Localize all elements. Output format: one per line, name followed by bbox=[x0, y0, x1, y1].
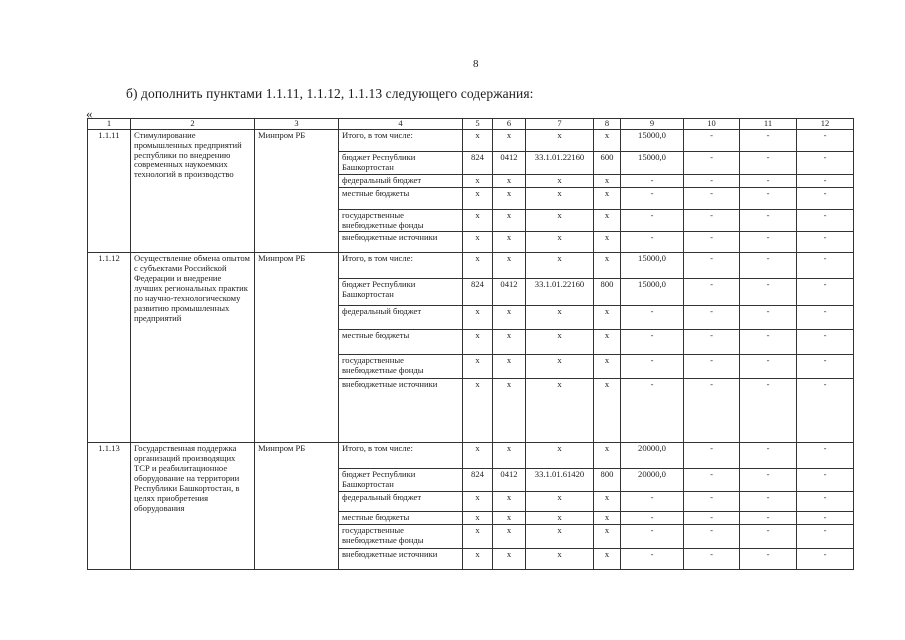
value-cell: - bbox=[621, 330, 684, 355]
value-cell: 800 bbox=[594, 469, 621, 492]
value-cell: x bbox=[594, 209, 621, 232]
column-header: 2 bbox=[131, 119, 255, 130]
value-cell: x bbox=[526, 187, 594, 209]
value-cell: x bbox=[594, 379, 621, 443]
value-cell: - bbox=[797, 151, 854, 174]
value-cell: - bbox=[740, 355, 797, 379]
funding-source: местные бюджеты bbox=[339, 187, 463, 209]
page-number: 8 bbox=[473, 58, 479, 70]
value-cell: - bbox=[797, 355, 854, 379]
value-cell: - bbox=[684, 525, 740, 549]
value-cell: - bbox=[797, 306, 854, 330]
funding-source: государственные внебюджетные фонды bbox=[339, 209, 463, 232]
value-cell: - bbox=[684, 253, 740, 279]
funding-source: федеральный бюджет bbox=[339, 174, 463, 187]
value-cell: - bbox=[797, 443, 854, 469]
value-cell: x bbox=[493, 174, 526, 187]
column-number-row bbox=[88, 119, 854, 130]
value-cell: x bbox=[493, 379, 526, 443]
value-cell: - bbox=[740, 151, 797, 174]
value-cell: 20000,0 bbox=[621, 469, 684, 492]
value-cell: x bbox=[463, 306, 493, 330]
value-cell: - bbox=[684, 151, 740, 174]
value-cell: 824 bbox=[463, 279, 493, 306]
value-cell: - bbox=[684, 187, 740, 209]
value-cell: x bbox=[463, 187, 493, 209]
item-number: 1.1.13 bbox=[88, 443, 131, 570]
value-cell: x bbox=[594, 355, 621, 379]
value-cell: - bbox=[740, 129, 797, 151]
funding-source: бюджет Республики Башкортостан bbox=[339, 469, 463, 492]
value-cell: 0412 bbox=[493, 151, 526, 174]
value-cell: - bbox=[684, 443, 740, 469]
value-cell: x bbox=[493, 549, 526, 570]
funding-source: государственные внебюджетные фонды bbox=[339, 525, 463, 549]
value-cell: x bbox=[463, 129, 493, 151]
column-header: 6 bbox=[493, 119, 526, 130]
value-cell: - bbox=[621, 379, 684, 443]
value-cell: 20000,0 bbox=[621, 443, 684, 469]
value-cell: - bbox=[621, 492, 684, 512]
value-cell: x bbox=[526, 525, 594, 549]
column-header: 5 bbox=[463, 119, 493, 130]
column-header: 1 bbox=[88, 119, 131, 130]
value-cell: - bbox=[684, 306, 740, 330]
value-cell: - bbox=[740, 492, 797, 512]
value-cell: x bbox=[463, 549, 493, 570]
value-cell: x bbox=[594, 232, 621, 253]
funding-source: Итого, в том числе: bbox=[339, 129, 463, 151]
value-cell: - bbox=[797, 492, 854, 512]
funding-source: местные бюджеты bbox=[339, 330, 463, 355]
value-cell: 33.1.01.22160 bbox=[526, 151, 594, 174]
value-cell: x bbox=[493, 129, 526, 151]
value-cell: - bbox=[797, 330, 854, 355]
column-header: 4 bbox=[339, 119, 463, 130]
value-cell: x bbox=[526, 253, 594, 279]
value-cell: - bbox=[621, 306, 684, 330]
value-cell: x bbox=[463, 330, 493, 355]
value-cell: x bbox=[493, 443, 526, 469]
table-row bbox=[88, 253, 854, 279]
value-cell: - bbox=[740, 279, 797, 306]
value-cell: - bbox=[740, 232, 797, 253]
value-cell: x bbox=[493, 512, 526, 525]
funding-source: государственные внебюджетные фонды bbox=[339, 355, 463, 379]
funding-source: местные бюджеты bbox=[339, 512, 463, 525]
value-cell: - bbox=[797, 512, 854, 525]
value-cell: x bbox=[463, 209, 493, 232]
value-cell: x bbox=[493, 306, 526, 330]
value-cell: x bbox=[493, 232, 526, 253]
item-number: 1.1.12 bbox=[88, 253, 131, 443]
column-header: 9 bbox=[621, 119, 684, 130]
value-cell: 800 bbox=[594, 279, 621, 306]
value-cell: - bbox=[740, 330, 797, 355]
value-cell: 15000,0 bbox=[621, 151, 684, 174]
value-cell: - bbox=[621, 232, 684, 253]
value-cell: - bbox=[797, 279, 854, 306]
value-cell: 15000,0 bbox=[621, 129, 684, 151]
document-heading: б) дополнить пунктами 1.1.11, 1.1.12, 1.1.13 следующего содержания: bbox=[126, 86, 534, 101]
value-cell: - bbox=[797, 549, 854, 570]
value-cell: - bbox=[621, 355, 684, 379]
funding-source: внебюджетные источники bbox=[339, 549, 463, 570]
value-cell: x bbox=[526, 330, 594, 355]
table-row bbox=[88, 129, 854, 151]
value-cell: x bbox=[463, 174, 493, 187]
value-cell: - bbox=[797, 187, 854, 209]
column-header: 11 bbox=[740, 119, 797, 130]
item-name: Стимулирование промышленных предприятий республики по внедрению современных наукоемких технологий в производство bbox=[131, 129, 255, 253]
value-cell: - bbox=[684, 279, 740, 306]
funding-source: внебюджетные источники bbox=[339, 379, 463, 443]
value-cell: - bbox=[740, 174, 797, 187]
value-cell: - bbox=[621, 512, 684, 525]
value-cell: - bbox=[621, 549, 684, 570]
funding-source: внебюджетные источники bbox=[339, 232, 463, 253]
funding-source: Итого, в том числе: bbox=[339, 253, 463, 279]
value-cell: x bbox=[594, 525, 621, 549]
value-cell: - bbox=[684, 512, 740, 525]
value-cell: 0412 bbox=[493, 469, 526, 492]
value-cell: x bbox=[594, 253, 621, 279]
funding-source: федеральный бюджет bbox=[339, 492, 463, 512]
value-cell: x bbox=[526, 306, 594, 330]
value-cell: x bbox=[493, 492, 526, 512]
value-cell: x bbox=[594, 512, 621, 525]
value-cell: x bbox=[463, 512, 493, 525]
value-cell: - bbox=[684, 330, 740, 355]
column-header: 7 bbox=[526, 119, 594, 130]
value-cell: 600 bbox=[594, 151, 621, 174]
value-cell: - bbox=[797, 232, 854, 253]
value-cell: x bbox=[526, 512, 594, 525]
column-header: 3 bbox=[255, 119, 339, 130]
value-cell: 33.1.01.22160 bbox=[526, 279, 594, 306]
value-cell: - bbox=[621, 174, 684, 187]
value-cell: x bbox=[493, 187, 526, 209]
value-cell: - bbox=[797, 129, 854, 151]
value-cell: - bbox=[797, 253, 854, 279]
value-cell: x bbox=[594, 187, 621, 209]
value-cell: x bbox=[493, 209, 526, 232]
value-cell: - bbox=[740, 512, 797, 525]
item-name: Государственная поддержка организаций производящих ТСР и реабилитационное оборудование на территории Республики Башкортостан, в целях приобретения оборудования bbox=[131, 443, 255, 570]
value-cell: - bbox=[684, 232, 740, 253]
funding-source: бюджет Республики Башкортостан bbox=[339, 151, 463, 174]
value-cell: 0412 bbox=[493, 279, 526, 306]
value-cell: x bbox=[594, 549, 621, 570]
value-cell: x bbox=[526, 209, 594, 232]
item-name: Осуществление обмена опытом с субъектами Российской Федерации и внедрение лучших региональных практик по научно-технологическому развитию промышленных предприятий bbox=[131, 253, 255, 443]
value-cell: - bbox=[740, 525, 797, 549]
value-cell: x bbox=[463, 525, 493, 549]
item-executor: Минпром РБ bbox=[255, 129, 339, 253]
value-cell: - bbox=[740, 209, 797, 232]
value-cell: - bbox=[621, 209, 684, 232]
value-cell: 33.1.01.61420 bbox=[526, 469, 594, 492]
value-cell: - bbox=[684, 469, 740, 492]
value-cell: - bbox=[740, 306, 797, 330]
value-cell: x bbox=[594, 443, 621, 469]
value-cell: - bbox=[621, 525, 684, 549]
value-cell: x bbox=[526, 232, 594, 253]
value-cell: - bbox=[684, 209, 740, 232]
value-cell: x bbox=[526, 549, 594, 570]
item-executor: Минпром РБ bbox=[255, 253, 339, 443]
value-cell: x bbox=[526, 129, 594, 151]
value-cell: - bbox=[684, 549, 740, 570]
value-cell: x bbox=[493, 253, 526, 279]
value-cell: x bbox=[526, 174, 594, 187]
value-cell: x bbox=[526, 379, 594, 443]
value-cell: - bbox=[684, 379, 740, 443]
funding-source: федеральный бюджет bbox=[339, 306, 463, 330]
funding-source: бюджет Республики Башкортостан bbox=[339, 279, 463, 306]
value-cell: - bbox=[797, 379, 854, 443]
table-row bbox=[88, 443, 854, 469]
value-cell: - bbox=[797, 209, 854, 232]
value-cell: x bbox=[526, 492, 594, 512]
value-cell: x bbox=[526, 443, 594, 469]
value-cell: x bbox=[493, 525, 526, 549]
value-cell: x bbox=[463, 492, 493, 512]
value-cell: - bbox=[684, 129, 740, 151]
value-cell: x bbox=[594, 129, 621, 151]
value-cell: x bbox=[463, 443, 493, 469]
value-cell: - bbox=[740, 549, 797, 570]
value-cell: - bbox=[740, 187, 797, 209]
item-number: 1.1.11 bbox=[88, 129, 131, 253]
funding-source: Итого, в том числе: bbox=[339, 443, 463, 469]
value-cell: - bbox=[740, 443, 797, 469]
column-header: 12 bbox=[797, 119, 854, 130]
value-cell: 15000,0 bbox=[621, 279, 684, 306]
value-cell: - bbox=[740, 379, 797, 443]
value-cell: x bbox=[463, 232, 493, 253]
column-header: 10 bbox=[684, 119, 740, 130]
value-cell: - bbox=[797, 469, 854, 492]
value-cell: x bbox=[463, 379, 493, 443]
value-cell: x bbox=[594, 492, 621, 512]
value-cell: x bbox=[594, 306, 621, 330]
value-cell: x bbox=[493, 355, 526, 379]
value-cell: 824 bbox=[463, 151, 493, 174]
program-measures-table bbox=[87, 118, 854, 570]
value-cell: 15000,0 bbox=[621, 253, 684, 279]
value-cell: x bbox=[594, 330, 621, 355]
value-cell: - bbox=[684, 355, 740, 379]
value-cell: - bbox=[684, 492, 740, 512]
column-header: 8 bbox=[594, 119, 621, 130]
value-cell: x bbox=[526, 355, 594, 379]
value-cell: - bbox=[740, 253, 797, 279]
value-cell: - bbox=[797, 174, 854, 187]
value-cell: - bbox=[684, 174, 740, 187]
opening-quote-mark: « bbox=[86, 106, 93, 121]
value-cell: - bbox=[797, 525, 854, 549]
value-cell: x bbox=[463, 253, 493, 279]
value-cell: x bbox=[463, 355, 493, 379]
value-cell: x bbox=[594, 174, 621, 187]
value-cell: x bbox=[493, 330, 526, 355]
value-cell: 824 bbox=[463, 469, 493, 492]
value-cell: - bbox=[621, 187, 684, 209]
item-executor: Минпром РБ bbox=[255, 443, 339, 570]
value-cell: - bbox=[740, 469, 797, 492]
